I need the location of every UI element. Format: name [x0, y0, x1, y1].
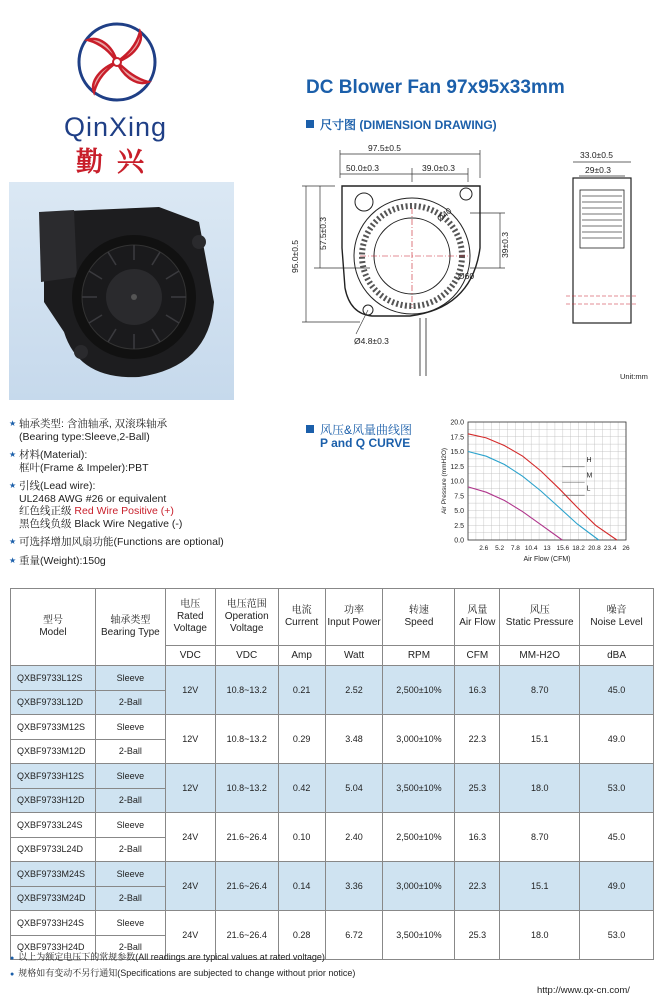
range-cell: 10.8~13.2 [215, 715, 278, 764]
table-header-6: 转速 Speed [383, 589, 455, 646]
bearing-cell: 2-Ball [95, 739, 165, 764]
spec-bearing: ★ 轴承类型: 含油轴承, 双滚珠轴承 (Bearing type:Sleeve,2-Ball) [9, 418, 249, 443]
flow-cell: 25.3 [455, 764, 500, 813]
blower-fan-photo-icon [9, 182, 234, 400]
voltage-cell: 24V [165, 813, 215, 862]
noise-cell: 49.0 [580, 715, 654, 764]
power-cell: 3.48 [325, 715, 383, 764]
range-cell: 21.6~26.4 [215, 911, 278, 960]
note-change: ● 规格如有变动不另行通知(Specifications are subjected to change without prior notice) [10, 968, 356, 978]
y-tick-label: 0.0 [454, 537, 464, 545]
table-header-2: 电压 Rated Voltage [165, 589, 215, 646]
noise-cell: 53.0 [580, 764, 654, 813]
model-cell: QXBF9733L12S [11, 666, 96, 691]
pq-chart [436, 412, 646, 567]
current-cell: 0.29 [278, 715, 325, 764]
x-tick-label: 2.6 [479, 545, 489, 552]
x-tick-label: 13 [543, 545, 551, 552]
product-photo [9, 182, 234, 400]
bearing-cell: 2-Ball [95, 788, 165, 813]
curve-title-en: P and Q CURVE [320, 436, 411, 450]
bearing-cell: 2-Ball [95, 690, 165, 715]
x-tick-label: 26 [622, 545, 630, 552]
brand-name-cn: 勤兴 [76, 147, 158, 178]
dimension-drawing [290, 138, 660, 386]
model-cell: QXBF9733M24S [11, 862, 96, 887]
y-tick-label: 17.5 [450, 434, 464, 442]
model-cell: QXBF9733M12D [11, 739, 96, 764]
power-cell: 2.52 [325, 666, 383, 715]
power-cell: 5.04 [325, 764, 383, 813]
table-header-9: 噪音 Noise Level [580, 589, 654, 646]
model-cell: QXBF9733H24D [11, 935, 96, 960]
table-row [11, 813, 654, 838]
table-header-0: 型号 Model [11, 589, 96, 666]
pressure-cell: 18.0 [500, 764, 580, 813]
model-cell: QXBF9733H12S [11, 764, 96, 789]
table-unit-2: VDC [165, 646, 215, 666]
model-cell: QXBF9733L12D [11, 690, 96, 715]
x-tick-label: 15.6 [556, 545, 570, 552]
table-header-1: 轴承类型 Bearing Type [95, 589, 165, 666]
voltage-cell: 12V [165, 666, 215, 715]
voltage-cell: 24V [165, 862, 215, 911]
speed-cell: 3,000±10% [383, 862, 455, 911]
range-cell: 21.6~26.4 [215, 862, 278, 911]
model-cell: QXBF9733H24S [11, 911, 96, 936]
dim-diameter-60: Ø60 [458, 271, 475, 281]
dim-width-left: 50.0±0.3 [346, 163, 380, 173]
bearing-cell: Sleeve [95, 666, 165, 691]
curve-title: 风压&风量曲线图 [306, 421, 412, 438]
speed-cell: 3,500±10% [383, 764, 455, 813]
flow-cell: 25.3 [455, 911, 500, 960]
bearing-cell: 2-Ball [95, 886, 165, 911]
dim-hole: Ø4.8±0.3 [354, 336, 389, 346]
series-label-H: H [586, 457, 592, 465]
table-unit-3: VDC [215, 646, 278, 666]
spec-list [9, 418, 249, 573]
voltage-cell: 24V [165, 911, 215, 960]
section-bullet-icon [306, 120, 314, 128]
table-header-7: 风量 Air Flow [455, 589, 500, 646]
pressure-cell: 8.70 [500, 813, 580, 862]
spec-material: ★ 材料(Material): 框叶(Frame & Impeler):PBT [9, 449, 249, 474]
table-unit-6: RPM [383, 646, 455, 666]
flow-cell: 16.3 [455, 666, 500, 715]
notes [10, 950, 355, 982]
bearing-cell: Sleeve [95, 911, 165, 936]
bearing-cell: Sleeve [95, 862, 165, 887]
pressure-cell: 15.1 [500, 715, 580, 764]
table-header-3: 电压范围 Operation Voltage [215, 589, 278, 646]
table-row [11, 715, 654, 740]
x-tick-label: 23.4 [603, 545, 617, 552]
power-cell: 3.36 [325, 862, 383, 911]
voltage-cell: 12V [165, 715, 215, 764]
series-label-L: L [586, 485, 591, 493]
dim-diameter-40: Ø40 [434, 205, 454, 224]
brand-logo [62, 14, 172, 114]
x-tick-label: 10.4 [524, 545, 538, 552]
table-row [11, 764, 654, 789]
series-line-L [468, 487, 562, 540]
dim-width-right: 39.0±0.3 [422, 163, 456, 173]
model-cell: QXBF9733M12S [11, 715, 96, 740]
table-unit-9: dBA [580, 646, 654, 666]
y-tick-label: 5.0 [454, 508, 464, 515]
current-cell: 0.14 [278, 862, 325, 911]
bearing-cell: Sleeve [95, 813, 165, 838]
speed-cell: 3,500±10% [383, 911, 455, 960]
series-label-M: M [586, 472, 593, 480]
power-cell: 6.72 [325, 911, 383, 960]
model-cell: QXBF9733M24D [11, 886, 96, 911]
pressure-cell: 18.0 [500, 911, 580, 960]
bearing-cell: 2-Ball [95, 837, 165, 862]
y-tick-label: 7.5 [454, 493, 464, 501]
pressure-cell: 15.1 [500, 862, 580, 911]
bearing-cell: 2-Ball [95, 935, 165, 960]
flow-cell: 22.3 [455, 862, 500, 911]
x-tick-label: 18.2 [572, 545, 585, 552]
current-cell: 0.42 [278, 764, 325, 813]
dim-width-total: 97.5±0.5 [368, 143, 402, 153]
model-cell: QXBF9733H12D [11, 788, 96, 813]
spec-functions: ★ 可选择增加风扇功能(Functions are optional) [9, 536, 249, 549]
current-cell: 0.28 [278, 911, 325, 960]
section-bullet-icon [306, 425, 314, 433]
y-axis-label: Air Pressure (mmH2O) [441, 447, 448, 515]
bullet-icon: ● [10, 955, 15, 962]
noise-cell: 49.0 [580, 862, 654, 911]
flow-cell: 22.3 [455, 715, 500, 764]
y-tick-label: 2.5 [454, 522, 464, 530]
x-axis-label: Air Flow (CFM) [523, 556, 571, 563]
speed-cell: 2,500±10% [383, 666, 455, 715]
speed-cell: 2,500±10% [383, 813, 455, 862]
pressure-cell: 8.70 [500, 666, 580, 715]
spec-weight: ★ 重量(Weight):150g [9, 555, 249, 568]
model-cell: QXBF9733L24S [11, 813, 96, 838]
y-tick-label: 15.0 [450, 449, 464, 456]
x-tick-label: 5.2 [495, 545, 505, 552]
noise-cell: 45.0 [580, 666, 654, 715]
website-link[interactable]: http://www.qx-cn.com/ [537, 985, 630, 996]
spec-table [10, 588, 654, 960]
noise-cell: 53.0 [580, 911, 654, 960]
dim-height-right: 39±0.3 [500, 232, 510, 258]
bullet-icon: ● [10, 971, 15, 978]
bearing-cell: Sleeve [95, 764, 165, 789]
bearing-cell: Sleeve [95, 715, 165, 740]
note-typical: ● 以上为额定电压下的常规参数(All readings are typical values at rated voltage) [10, 952, 325, 962]
current-cell: 0.21 [278, 666, 325, 715]
model-cell: QXBF9733L24D [11, 837, 96, 862]
table-unit-5: Watt [325, 646, 383, 666]
table-row [11, 862, 654, 887]
range-cell: 10.8~13.2 [215, 666, 278, 715]
x-tick-label: 20.8 [588, 545, 601, 552]
x-tick-label: 7.8 [510, 545, 520, 552]
page-title: DC Blower Fan 97x95x33mm [306, 77, 565, 98]
pinwheel-logo-icon [62, 14, 172, 114]
flow-cell: 16.3 [455, 813, 500, 862]
dim-unit: Unit:mm [620, 372, 648, 381]
y-tick-label: 10.0 [450, 478, 464, 486]
table-unit-4: Amp [278, 646, 325, 666]
current-cell: 0.10 [278, 813, 325, 862]
table-header-4: 电流 Current [278, 589, 325, 646]
voltage-cell: 12V [165, 764, 215, 813]
dim-side-total: 33.0±0.5 [580, 150, 614, 160]
dim-height-left: 57.5±0.3 [318, 216, 328, 250]
dim-height-total: 95.0±0.5 [290, 239, 300, 273]
range-cell: 10.8~13.2 [215, 764, 278, 813]
power-cell: 2.40 [325, 813, 383, 862]
table-unit-8: MM-H2O [500, 646, 580, 666]
table-row [11, 666, 654, 691]
dimension-section-title: 尺寸图 (DIMENSION DRAWING) [306, 116, 497, 133]
spec-lead-wire: ★ 引线(Lead wire): UL2468 AWG #26 or equivalent 红色线正级 Red Wire Positive (+) 黑色线负级 Black Wire Negative (-) [9, 480, 249, 530]
table-unit-7: CFM [455, 646, 500, 666]
brand-name-en: QinXing [64, 112, 168, 142]
dim-side-inner: 29±0.3 [585, 165, 611, 175]
speed-cell: 3,000±10% [383, 715, 455, 764]
range-cell: 21.6~26.4 [215, 813, 278, 862]
y-tick-label: 12.5 [450, 463, 464, 471]
y-tick-label: 20.0 [450, 419, 464, 427]
noise-cell: 45.0 [580, 813, 654, 862]
table-header-8: 风压 Static Pressure [500, 589, 580, 646]
table-header-5: 功率 Input Power [325, 589, 383, 646]
table-row [11, 911, 654, 936]
